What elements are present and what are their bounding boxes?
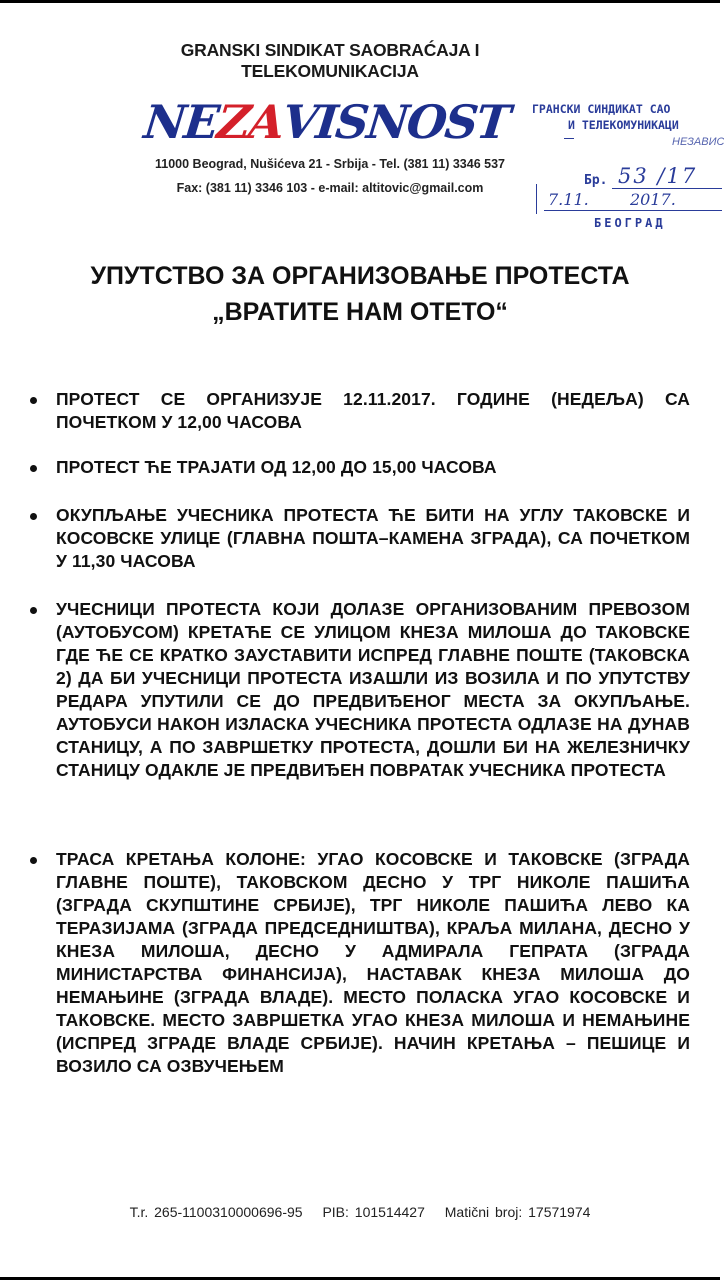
stamp-line-2: И ТЕЛЕКОМУНИКАЦИ xyxy=(568,118,679,132)
top-border xyxy=(0,0,720,3)
stamp-date-line xyxy=(544,210,722,211)
contact-line: Fax: (381 11) 3346 103 - e-mail: altitovic@gmail.com xyxy=(176,181,484,195)
bullet-icon xyxy=(30,607,37,614)
organization-name: GRANSKI SINDIKAT SAOBRAĆAJA I TELEKOMUNIKACIJA xyxy=(180,40,480,81)
list-item xyxy=(30,598,690,782)
list-item-text: ПРОТЕСТ ЋЕ ТРАЈАТИ ОД 12,00 ДО 15,00 ЧАСОВА xyxy=(56,457,497,477)
svg-text:NEZAVISNOST: NEZAVISNOST xyxy=(141,95,512,149)
stamp-year-value: 2017. xyxy=(630,190,676,209)
stamp-bracket xyxy=(536,184,539,214)
document-title xyxy=(0,258,720,330)
list-item xyxy=(30,456,690,479)
address-line: 11000 Beograd, Nušićeva 21 - Srbija - Tel. (381 11) 3346 537 xyxy=(155,157,505,171)
stamp-line-3: НЕЗАВИС xyxy=(672,136,724,148)
title-line-1: УПУТСТВО ЗА ОРГАНИЗОВАЊЕ ПРОТЕСТА xyxy=(90,262,630,290)
list-item xyxy=(30,504,690,573)
letterhead xyxy=(130,40,530,198)
footer-registration: Matični broj: 17571974 xyxy=(444,1204,591,1220)
footer-pib: PIB: 101514427 xyxy=(322,1204,425,1220)
footer xyxy=(0,1204,720,1220)
bullet-icon xyxy=(30,397,37,404)
bullet-icon xyxy=(30,857,37,864)
stamp-number-label: Бр. xyxy=(584,173,608,188)
stamp-number-line xyxy=(612,188,722,189)
stamp-date-value: 7.11. xyxy=(548,190,589,209)
bullet-icon xyxy=(30,513,37,520)
stamp-dash xyxy=(564,138,574,139)
stamp-city: БЕОГРАД xyxy=(594,216,666,230)
list-item-text: ТРАСА КРЕТАЊА КОЛОНЕ: УГАО КОСОВСКЕ И ТАКОВСКЕ (ЗГРАДА ГЛАВНЕ ПОШТЕ), ТАКОВСКОМ ДЕСНО У ТРГ НИКОЛЕ ПАШИЋА (ЗГРАДА СКУПШТИНЕ СРБИЈЕ), ТРГ НИКОЛЕ ПАШИЋА ЛЕВО КА ТЕРАЗИЈАМА (ЗГРАДА ПРЕДСЕДНИШТВА), КРАЉА МИЛАНА, ДЕСНО У КНЕЗА МИЛОША, ДЕСНО У АДМИРАЛА ГЕПРАТА (ЗГРАДА МИНИСТАРСТВА ФИНАНСИЈА), НАСТАВАК КНЕЗА МИЛОША ДО НЕМАЊИНЕ (ЗГРАДА ВЛАДЕ). МЕСТО ПОЛАСКА УГАО КОСОВСКЕ И ТАКОВСКЕ. МЕСТО ЗАВРШЕТКА УГАО КНЕЗА МИЛОША И НЕМАЊИНЕ (ИСПРЕД ЗГРАДЕ ВЛАДЕ СРБИЈЕ). НАЧИН КРЕТАЊА – ПЕШИЦЕ И ВОЗИЛО СА ОЗВУЧЕЊЕМ xyxy=(56,849,690,1076)
bullet-icon xyxy=(30,465,37,472)
nezavisnost-logo xyxy=(130,88,530,150)
list-item-text: ОКУПЉАЊЕ УЧЕСНИКА ПРОТЕСТА ЋЕ БИТИ НА УГЛУ ТАКОВСКЕ И КОСОВСКЕ УЛИЦЕ (ГЛАВНА ПОШТА–КАМЕНА ЗГРАДА), СА ПОЧЕТКОМ У 11,30 ЧАСОВА xyxy=(56,505,690,571)
list-item-text: УЧЕСНИЦИ ПРОТЕСТА КОЈИ ДОЛАЗЕ ОРГАНИЗОВАНИМ ПРЕВОЗОМ (АУТОБУСОМ) КРЕТАЋЕ СЕ УЛИЦОМ КНЕЗА МИЛОША ДО ТАКОВСКЕ ГДЕ ЋЕ СЕ КРАТКО ЗАУСТАВИТИ ИСПРЕД ГЛАВНЕ ПОШТЕ (ТАКОВСКА 2) ДА БИ УЧЕСНИЦИ ПРОТЕСТА ИЗАШЛИ ИЗ ВОЗИЛА И ПО УПУТСТВУ РЕДАРА УПУТИЛИ СЕ ДО ПРЕДВИЂЕНОГ МЕСТА ЗА ОКУПЉАЊЕ. АУТОБУСИ НАКОН ИЗЛАСКА УЧЕСНИКА ПРОТЕСТА ОДЛАЗЕ НА ДУНАВ СТАНИЦУ, А ПО ЗАВРШЕТКУ ПРОТЕСТА, ДОШЛИ БИ НА ЖЕЛЕЗНИЧКУ СТАНИЦУ ОДАКЛЕ ЈЕ ПРЕДВИЂЕН ПОВРАТАК УЧЕСНИКА ПРОТЕСТА xyxy=(56,599,690,780)
title-line-2: „ВРАТИТЕ НАМ ОТЕТО“ xyxy=(212,298,508,326)
list-item-text: ПРОТЕСТ СЕ ОРГАНИЗУЈЕ 12.11.2017. ГОДИНЕ (НЕДЕЉА) СА ПОЧЕТКОМ У 12,00 ЧАСОВА xyxy=(56,389,690,432)
registry-stamp xyxy=(522,98,724,238)
list-item xyxy=(30,848,690,1078)
list-item xyxy=(30,388,690,434)
stamp-number-value: 53 /17 xyxy=(618,164,698,188)
stamp-line-1: ГРАНСКИ СИНДИКАТ САО xyxy=(532,102,671,116)
footer-account: T.r. 265-1100310000696-95 xyxy=(129,1204,303,1220)
